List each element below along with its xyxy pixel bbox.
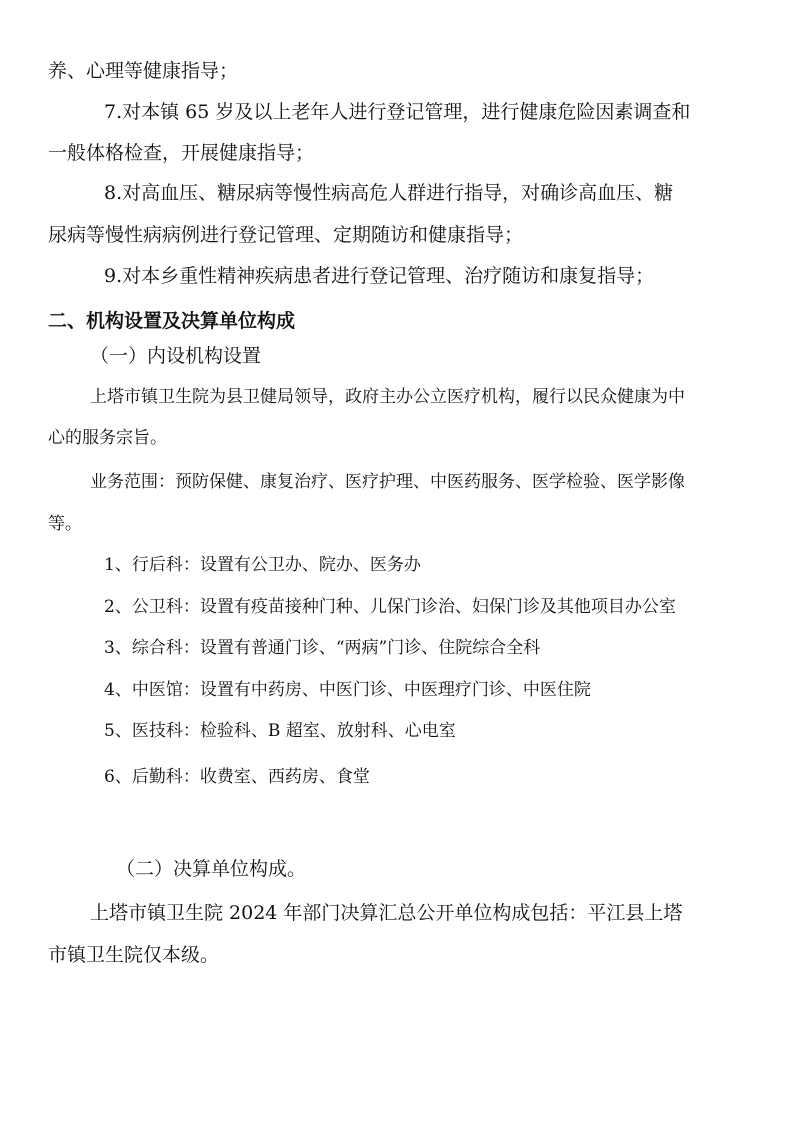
duty-item-7-line-1: 7.对本镇 65 岁及以上老年人进行登记管理，进行健康危险因素调查和	[104, 101, 691, 123]
duty-item-8-line-2: 尿病等慢性病病例进行登记管理、定期随访和健康指导；	[48, 224, 524, 246]
department-item: 3、综合科：设置有普通门诊、“两病”门诊、住院综合全科	[104, 638, 541, 658]
subsection-heading-1: （一）内设机构设置	[90, 345, 262, 367]
department-item: 6、后勤科：收费室、西药房、食堂	[104, 767, 370, 787]
department-item: 1、行后科：设置有公卫办、院办、医务办	[104, 555, 421, 575]
section-heading-2: 二、机构设置及决算单位构成	[48, 310, 296, 332]
intro-line-1: 上塔市镇卫生院为县卫健局领导，政府主办公立医疗机构，履行以民众健康为中	[90, 387, 685, 407]
subsection-heading-2: （二）决算单位构成。	[116, 858, 307, 880]
department-item: 4、中医馆：设置有中药房、中医门诊、中医理疗门诊、中医住院	[104, 680, 591, 700]
intro-line-2: 心的服务宗旨。	[48, 428, 167, 448]
duty-item-8-line-1: 8.对高血压、糖尿病等慢性病高危人群进行指导，对确诊高血压、糖	[104, 182, 674, 204]
department-item: 2、公卫科：设置有疫苗接种门种、儿保门诊治、妇保门诊及其他项目办公室	[104, 597, 676, 617]
duty-item-7-line-2: 一般体格检查，开展健康指导；	[48, 142, 315, 164]
unit-composition-line-1: 上塔市镇卫生院 2024 年部门决算汇总公开单位构成包括：平江县上塔	[90, 902, 683, 924]
scope-line-2: 等。	[48, 514, 82, 534]
department-item: 5、医技科：检验科、B 超室、放射科、心电室	[104, 721, 456, 741]
duty-item-6-tail: 养、心理等健康指导；	[48, 60, 239, 82]
scope-line-1: 业务范围：预防保健、康复治疗、医疗护理、中医药服务、医学检验、医学影像	[90, 472, 685, 492]
duty-item-9: 9.对本乡重性精神疾病患者进行登记管理、治疗随访和康复指导；	[104, 265, 655, 287]
unit-composition-line-2: 市镇卫生院仅本级。	[48, 944, 220, 966]
